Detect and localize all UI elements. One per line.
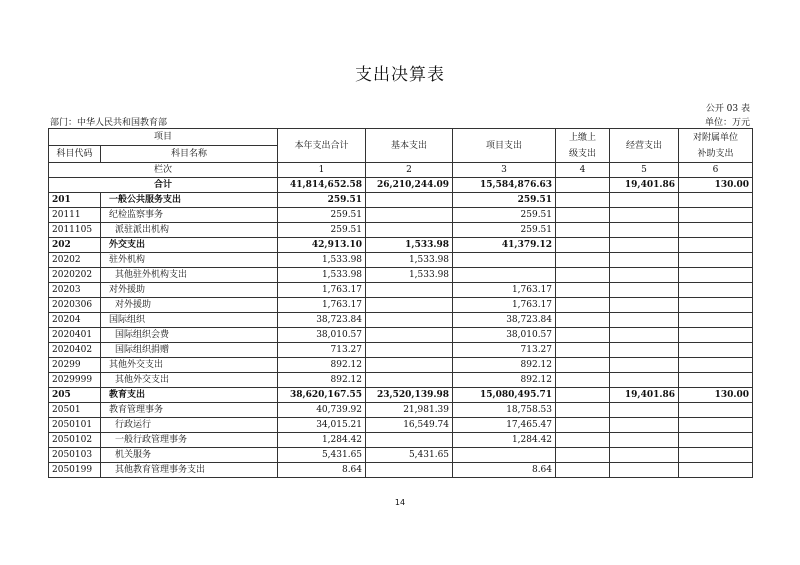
- account-code: 205: [49, 388, 101, 403]
- amount-total: 5,431.65: [278, 448, 366, 463]
- page-title: 支出决算表: [355, 65, 445, 85]
- amount-project: 17,465.47: [453, 418, 556, 433]
- amount-project: 259.51: [453, 208, 556, 223]
- account-code: 2020306: [49, 298, 101, 313]
- account-name: 驻外机构: [101, 253, 278, 268]
- amount-business: [610, 313, 679, 328]
- account-code: 2029999: [49, 373, 101, 388]
- amount-basic: [366, 358, 453, 373]
- amount-upper: [556, 283, 610, 298]
- amount-upper: [556, 373, 610, 388]
- account-code: 2050103: [49, 448, 101, 463]
- amount-project: 8.64: [453, 463, 556, 478]
- amount-total: 42,913.10: [278, 238, 366, 253]
- amount-upper: [556, 433, 610, 448]
- amount-business: [610, 373, 679, 388]
- amount-total: 259.51: [278, 193, 366, 208]
- amount-business: [610, 403, 679, 418]
- amount-total: 1,533.98: [278, 253, 366, 268]
- amount-sub: [679, 298, 753, 313]
- amount-project: 892.12: [453, 373, 556, 388]
- amount-project: 1,763.17: [453, 283, 556, 298]
- table-row: [49, 388, 753, 403]
- amount-sub: [679, 313, 753, 328]
- account-code: 20204: [49, 313, 101, 328]
- header-upper-line2: 级支出: [569, 148, 597, 159]
- amount-sub: [679, 283, 753, 298]
- table-row: [49, 208, 753, 223]
- amount-project: 15,080,495.71: [453, 388, 556, 403]
- amount-upper: [556, 463, 610, 478]
- amount-project: 38,010.57: [453, 328, 556, 343]
- account-name: 国际组织: [101, 313, 278, 328]
- amount-basic: 5,431.65: [366, 448, 453, 463]
- table-row: [49, 328, 753, 343]
- amount-business: [610, 208, 679, 223]
- total-label: 合计: [49, 178, 278, 193]
- amount-business: [610, 238, 679, 253]
- account-code: 20203: [49, 283, 101, 298]
- table-row: [49, 373, 753, 388]
- table-row: [49, 433, 753, 448]
- header-business: 经营支出: [610, 129, 679, 163]
- header-subsidiary: [679, 129, 753, 163]
- amount-basic: [366, 193, 453, 208]
- amount-total: 1,763.17: [278, 283, 366, 298]
- amount-basic: [366, 463, 453, 478]
- index-cell: 6: [679, 163, 753, 178]
- amount-sub: [679, 358, 753, 373]
- account-name: 机关服务: [101, 448, 278, 463]
- account-name: 派驻派出机构: [101, 223, 278, 238]
- table-row: [49, 268, 753, 283]
- table-row: [49, 403, 753, 418]
- amount-project: 38,723.84: [453, 313, 556, 328]
- account-code: 20501: [49, 403, 101, 418]
- amount-business: [610, 298, 679, 313]
- department-label: 部门：中华人民共和国教育部: [50, 118, 168, 128]
- amount-sub: [679, 223, 753, 238]
- amount-total: 259.51: [278, 223, 366, 238]
- amount-upper: [556, 403, 610, 418]
- amount-sub: [679, 373, 753, 388]
- amount-sub: [679, 403, 753, 418]
- total-cell: 130.00: [679, 178, 753, 193]
- amount-sub: [679, 208, 753, 223]
- amount-business: [610, 253, 679, 268]
- index-cell: 2: [366, 163, 453, 178]
- amount-basic: 21,981.39: [366, 403, 453, 418]
- account-code: 2020202: [49, 268, 101, 283]
- table-row: [49, 358, 753, 373]
- amount-upper: [556, 313, 610, 328]
- amount-business: [610, 268, 679, 283]
- amount-upper: [556, 223, 610, 238]
- expenditure-table: [48, 128, 753, 478]
- account-code: 20202: [49, 253, 101, 268]
- table-row: [49, 298, 753, 313]
- header-subsidiary-line2: 补助支出: [697, 148, 734, 159]
- amount-basic: [366, 208, 453, 223]
- amount-business: [610, 448, 679, 463]
- amount-sub: [679, 193, 753, 208]
- amount-sub: [679, 433, 753, 448]
- account-code: 2050101: [49, 418, 101, 433]
- total-cell: 26,210,244.09: [366, 178, 453, 193]
- account-name: 国际组织捐赠: [101, 343, 278, 358]
- header-code: 科目代码: [49, 146, 101, 163]
- amount-project: [453, 268, 556, 283]
- amount-basic: 16,549.74: [366, 418, 453, 433]
- amount-project: 18,758.53: [453, 403, 556, 418]
- account-name: 纪检监察事务: [101, 208, 278, 223]
- account-name: 行政运行: [101, 418, 278, 433]
- amount-upper: [556, 268, 610, 283]
- index-cell: 5: [610, 163, 679, 178]
- amount-upper: [556, 418, 610, 433]
- account-name: 对外援助: [101, 298, 278, 313]
- amount-upper: [556, 448, 610, 463]
- amount-upper: [556, 298, 610, 313]
- amount-upper: [556, 358, 610, 373]
- amount-sub: [679, 343, 753, 358]
- amount-project: 259.51: [453, 223, 556, 238]
- form-number: 公开 03 表: [705, 104, 750, 114]
- header-name: 科目名称: [101, 146, 278, 163]
- header-upper: [556, 129, 610, 163]
- amount-basic: 23,520,139.98: [366, 388, 453, 403]
- index-row: [49, 163, 753, 178]
- amount-business: [610, 418, 679, 433]
- amount-total: 1,763.17: [278, 298, 366, 313]
- amount-business: [610, 223, 679, 238]
- account-name: 一般公共服务支出: [101, 193, 278, 208]
- account-name: 国际组织会费: [101, 328, 278, 343]
- amount-project: 259.51: [453, 193, 556, 208]
- header-basic: 基本支出: [366, 129, 453, 163]
- amount-business: [610, 343, 679, 358]
- index-cell: 1: [278, 163, 366, 178]
- account-code: 2050199: [49, 463, 101, 478]
- table-row: [49, 223, 753, 238]
- account-name: 其他驻外机构支出: [101, 268, 278, 283]
- account-name: 教育支出: [101, 388, 278, 403]
- amount-business: [610, 283, 679, 298]
- amount-sub: [679, 238, 753, 253]
- amount-sub: [679, 253, 753, 268]
- account-code: 201: [49, 193, 101, 208]
- account-name: 其他教育管理事务支出: [101, 463, 278, 478]
- amount-total: 34,015.21: [278, 418, 366, 433]
- amount-business: [610, 433, 679, 448]
- header-upper-line1: 上缴上: [569, 132, 597, 143]
- account-name: 教育管理事务: [101, 403, 278, 418]
- total-cell: 15,584,876.63: [453, 178, 556, 193]
- amount-sub: 130.00: [679, 388, 753, 403]
- amount-upper: [556, 208, 610, 223]
- header-subsidiary-line1: 对附属单位: [693, 132, 739, 143]
- amount-project: 892.12: [453, 358, 556, 373]
- amount-project: 1,284.42: [453, 433, 556, 448]
- amount-project: [453, 253, 556, 268]
- amount-project: 1,763.17: [453, 298, 556, 313]
- amount-business: 19,401.86: [610, 388, 679, 403]
- amount-total: 40,739.92: [278, 403, 366, 418]
- amount-total: 1,284.42: [278, 433, 366, 448]
- amount-basic: [366, 298, 453, 313]
- amount-basic: 1,533.98: [366, 268, 453, 283]
- table-row: [49, 313, 753, 328]
- amount-total: 38,723.84: [278, 313, 366, 328]
- index-cell: 4: [556, 163, 610, 178]
- unit-label: 单位：万元: [704, 118, 750, 128]
- amount-total: 892.12: [278, 358, 366, 373]
- table-row: [49, 283, 753, 298]
- amount-basic: [366, 373, 453, 388]
- amount-basic: [366, 283, 453, 298]
- table-row: [49, 253, 753, 268]
- amount-basic: [366, 343, 453, 358]
- total-row: [49, 178, 753, 193]
- amount-basic: [366, 328, 453, 343]
- amount-business: [610, 193, 679, 208]
- amount-upper: [556, 388, 610, 403]
- amount-upper: [556, 343, 610, 358]
- account-name: 外交支出: [101, 238, 278, 253]
- amount-sub: [679, 328, 753, 343]
- total-cell: [556, 178, 610, 193]
- amount-total: 8.64: [278, 463, 366, 478]
- amount-basic: 1,533.98: [366, 238, 453, 253]
- header-item: 项目: [49, 129, 278, 146]
- account-name: 一般行政管理事务: [101, 433, 278, 448]
- amount-project: 713.27: [453, 343, 556, 358]
- amount-project: 41,379.12: [453, 238, 556, 253]
- amount-basic: [366, 313, 453, 328]
- account-code: 20299: [49, 358, 101, 373]
- account-code: 202: [49, 238, 101, 253]
- amount-upper: [556, 238, 610, 253]
- amount-sub: [679, 268, 753, 283]
- index-cell: 3: [453, 163, 556, 178]
- amount-total: 38,620,167.55: [278, 388, 366, 403]
- account-name: 其他外交支出: [101, 358, 278, 373]
- amount-sub: [679, 463, 753, 478]
- account-name: 对外援助: [101, 283, 278, 298]
- table-row: [49, 238, 753, 253]
- account-code: 2050102: [49, 433, 101, 448]
- amount-upper: [556, 253, 610, 268]
- amount-basic: [366, 433, 453, 448]
- table-row: [49, 193, 753, 208]
- page-number: 14: [394, 498, 406, 507]
- amount-business: [610, 328, 679, 343]
- amount-upper: [556, 193, 610, 208]
- amount-sub: [679, 418, 753, 433]
- amount-basic: 1,533.98: [366, 253, 453, 268]
- amount-business: [610, 358, 679, 373]
- table-row: [49, 418, 753, 433]
- amount-business: [610, 463, 679, 478]
- account-name: 其他外交支出: [101, 373, 278, 388]
- amount-total: 892.12: [278, 373, 366, 388]
- header-project: 项目支出: [453, 129, 556, 163]
- total-cell: 41,814,652.58: [278, 178, 366, 193]
- account-code: 2020402: [49, 343, 101, 358]
- amount-total: 259.51: [278, 208, 366, 223]
- amount-total: 1,533.98: [278, 268, 366, 283]
- table-row: [49, 343, 753, 358]
- amount-total: 38,010.57: [278, 328, 366, 343]
- amount-upper: [556, 328, 610, 343]
- index-label: 栏次: [49, 163, 278, 178]
- account-code: 20111: [49, 208, 101, 223]
- header-total: 本年支出合计: [278, 129, 366, 163]
- amount-project: [453, 448, 556, 463]
- account-code: 2011105: [49, 223, 101, 238]
- amount-total: 713.27: [278, 343, 366, 358]
- account-code: 2020401: [49, 328, 101, 343]
- table-row: [49, 463, 753, 478]
- amount-basic: [366, 223, 453, 238]
- table-row: [49, 448, 753, 463]
- amount-sub: [679, 448, 753, 463]
- total-cell: 19,401.86: [610, 178, 679, 193]
